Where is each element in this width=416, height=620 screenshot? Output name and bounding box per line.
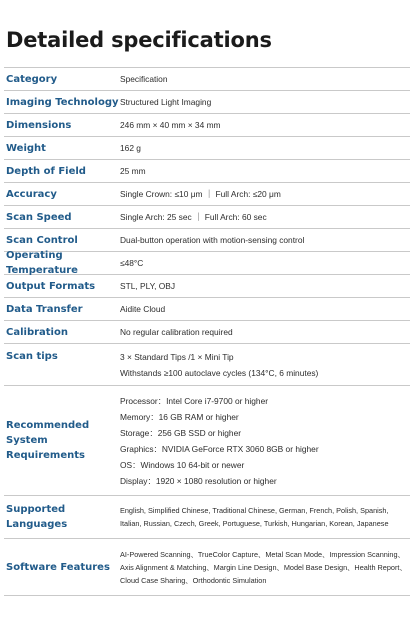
spec-value: 25 mm — [120, 166, 146, 176]
spec-value-line: Cloud Case Sharing、Orthodontic Simulation — [120, 575, 267, 585]
spec-row-operating-temperature — [4, 252, 410, 275]
spec-row-calibration — [4, 321, 410, 344]
spec-label-line: System — [6, 435, 48, 446]
spec-value: 162 g — [120, 143, 141, 153]
spec-label-line: Recommended — [6, 420, 90, 431]
spec-value-line: Withstands ≥100 autoclave cycles (134°C, 6 minutes) — [120, 368, 319, 378]
spec-value: Structured Light Imaging — [120, 97, 212, 107]
spec-label: Scan Control — [6, 234, 78, 246]
spec-row-scan-speed — [4, 206, 410, 229]
spec-value: STL, PLY, OBJ — [120, 281, 176, 291]
spec-row-data-transfer — [4, 298, 410, 321]
spec-row-weight — [4, 137, 410, 160]
spec-value-line: AI-Powered Scanning、TrueColor Capture、Metal Scan Mode、Impression Scanning、 — [120, 549, 405, 559]
spec-label: Calibration — [6, 326, 68, 338]
spec-value: Single Arch: 25 sec ｜ Full Arch: 60 sec — [120, 212, 267, 222]
spec-label — [4, 418, 120, 463]
spec-value-line: Processor：Intel Core i7-9700 or higher — [120, 395, 269, 406]
spec-table — [4, 67, 410, 596]
spec-row-supported-languages — [4, 496, 410, 539]
spec-row-software-features — [4, 539, 410, 596]
spec-value-line: Italian, Russian, Czech, Greek, Portuguese, Turkish, Hungarian, Korean, Japanese — [120, 519, 389, 528]
spec-row-system-requirements — [4, 386, 410, 496]
spec-row-imaging-technology — [4, 91, 410, 114]
spec-row-output-formats — [4, 275, 410, 298]
spec-value: Single Crown: ≤10 μm ｜ Full Arch: ≤20 μm — [120, 189, 281, 199]
spec-value-line: 3 × Standard Tips /1 × Mini Tip — [120, 352, 234, 362]
spec-value — [120, 548, 410, 587]
spec-label: Software Features — [6, 561, 110, 573]
spec-label: Depth of Field — [6, 165, 86, 177]
spec-value-line: Axis Alignment & Matching、Margin Line Design、Model Base Design、Health Report、 — [120, 562, 407, 572]
spec-row-scan-tips — [4, 344, 410, 386]
spec-value: Aidite Cloud — [120, 304, 166, 314]
spec-value-line: Storage：256 GB SSD or higher — [120, 427, 242, 438]
spec-value: Specification — [120, 74, 168, 84]
spec-label: Accuracy — [6, 188, 57, 200]
spec-value-line: Display：1920 × 1080 resolution or higher — [120, 475, 277, 486]
spec-value-line: English, Simplified Chinese, Traditional Chinese, German, French, Polish, Spanish, — [120, 506, 389, 515]
spec-label-line: Requirements — [6, 450, 85, 461]
spec-label: Data Transfer — [6, 303, 83, 315]
spec-value — [120, 393, 410, 489]
spec-value-line: Graphics：NVIDIA GeForce RTX 3060 8GB or higher — [120, 443, 319, 454]
spec-row-category — [4, 68, 410, 91]
spec-value-line: Memory：16 GB RAM or higher — [120, 411, 239, 422]
spec-value: No regular calibration required — [120, 327, 233, 337]
spec-label: Dimensions — [6, 119, 72, 131]
spec-label: Supported Languages — [6, 504, 68, 530]
spec-row-dimensions — [4, 114, 410, 137]
spec-label: Scan Speed — [6, 211, 72, 223]
spec-value — [120, 504, 410, 530]
page-title: Detailed specifications — [6, 28, 272, 52]
spec-value: Dual-button operation with motion-sensing control — [120, 235, 305, 245]
spec-value: ≤48°C — [120, 258, 144, 268]
spec-label: Operating Temperature — [6, 250, 78, 276]
spec-label: Imaging Technology — [6, 96, 119, 108]
spec-row-accuracy — [4, 183, 410, 206]
spec-label: Category — [6, 73, 58, 85]
spec-value: 246 mm × 40 mm × 34 mm — [120, 120, 221, 130]
spec-row-depth-of-field — [4, 160, 410, 183]
spec-label: Weight — [6, 142, 46, 154]
spec-label: Scan tips — [6, 351, 58, 362]
spec-value-line: OS：Windows 10 64-bit or newer — [120, 459, 245, 470]
spec-label: Output Formats — [6, 280, 96, 292]
spec-value — [120, 349, 410, 381]
